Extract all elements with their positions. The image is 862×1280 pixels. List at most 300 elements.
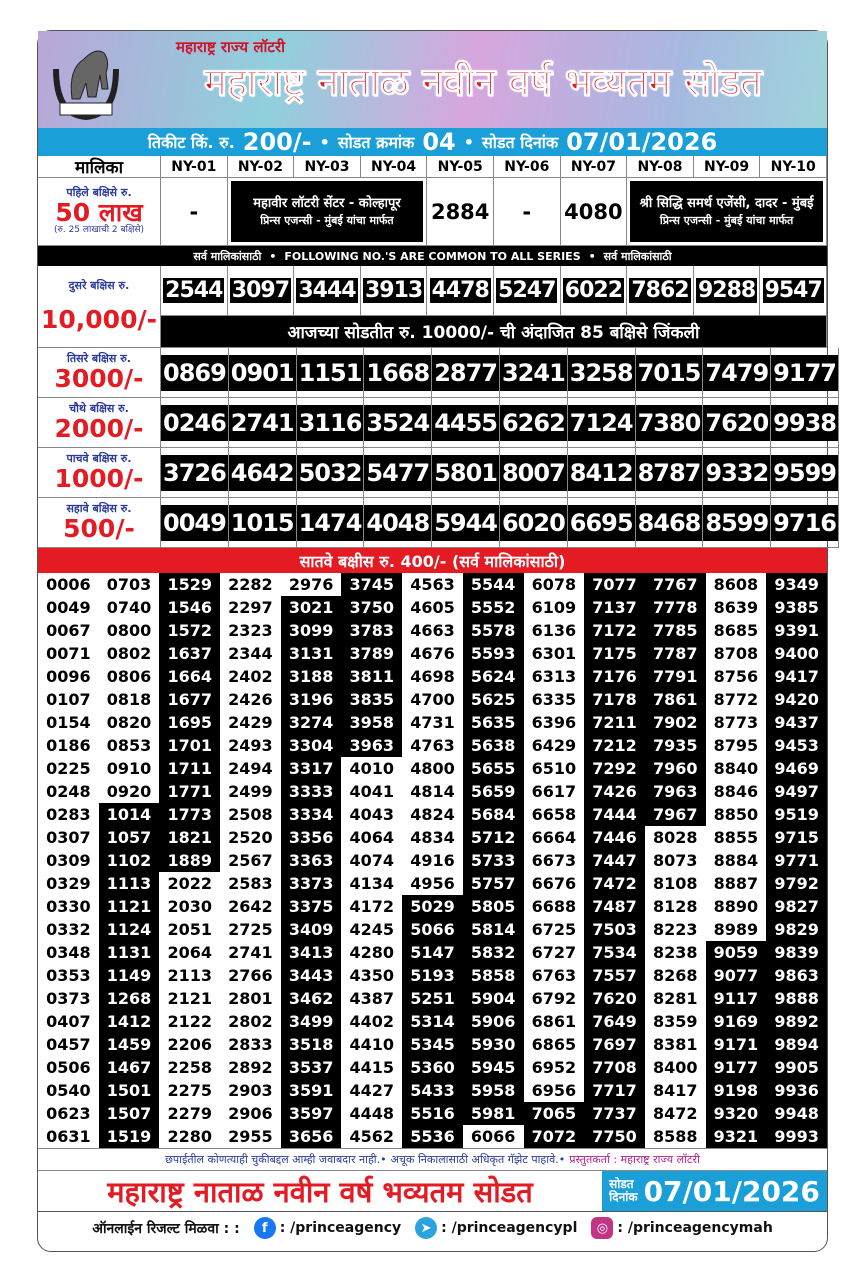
prize-cell [432,348,500,398]
winning-number: 7175 [584,642,645,665]
prize-number: 3524 [364,405,431,441]
facebook-link[interactable] [254,1217,401,1239]
winning-number: 1889 [159,849,220,872]
winning-number: 5635 [463,711,524,734]
prize-amount: 10,000/- [41,304,157,334]
winning-number: 8855 [706,826,767,849]
prize-cell [229,498,297,548]
prize-number: 7015 [636,355,703,391]
prize-number: 4642 [229,455,296,491]
seventh-prize-table [38,573,827,1148]
winning-number: 2022 [159,872,220,895]
prize-number: 8599 [703,505,770,541]
prize-row [38,448,836,498]
winning-number: 5593 [463,642,524,665]
winning-number: 7737 [584,1102,645,1125]
winning-number: 3537 [281,1056,342,1079]
winning-number: 9420 [766,688,827,711]
winning-number: 1821 [159,826,220,849]
table-row [38,1079,827,1102]
prize-number: 3116 [297,405,364,441]
prize-amount: 1000/- [54,463,144,493]
telegram-link[interactable] [415,1217,577,1239]
winning-number: 2725 [220,918,281,941]
series-header: NY-08 [627,156,694,178]
winning-number: 3443 [281,964,342,987]
prize-number: 6262 [500,405,567,441]
winning-number: 6510 [524,757,585,780]
prize-cell [500,448,568,498]
winning-number: 7717 [584,1079,645,1102]
winning-number: 2402 [220,665,281,688]
separator: • [319,132,330,152]
winning-number: 8708 [706,642,767,665]
prize-cell [161,498,229,548]
winning-number: 7778 [645,596,706,619]
prize-cell [161,348,229,398]
winning-number: 2508 [220,803,281,826]
winning-number: 4448 [341,1102,402,1125]
prize-cell [297,448,365,498]
prize-row [38,498,836,548]
winning-number: 7620 [584,987,645,1010]
winning-number: 2892 [220,1056,281,1079]
winning-number: 2051 [159,918,220,941]
facebook-handle: : /princeagency [279,1220,402,1236]
winning-number: 8772 [706,688,767,711]
winning-number: 3334 [281,803,342,826]
winning-number: 0740 [99,596,160,619]
winning-number: 4562 [341,1125,402,1148]
draw-date-label: सोडत दिनांक [481,133,559,152]
second-prize-banner: आजच्या सोडतीत रु. 10000/- ची अंदाजित 85 बक्षिसे जिंकली [161,316,827,348]
winning-number: 1529 [159,573,220,596]
winning-number: 4563 [402,573,463,596]
prize-number: 9288 [697,278,756,303]
table-row [38,918,827,941]
table-row [38,872,827,895]
winning-number: 2499 [220,780,281,803]
winning-number: 1459 [99,1033,160,1056]
disclaimer-text: अचूक निकालासाठी अधिकृत गॅझेट पाहावे.• [390,1153,566,1166]
winning-number: 9792 [766,872,827,895]
winning-number: 1701 [159,734,220,757]
winning-number: 8840 [706,757,767,780]
winning-number: 1014 [99,803,160,826]
winning-number: 9469 [766,757,827,780]
winning-number: 0329 [38,872,99,895]
disclaimer [38,1148,827,1170]
winning-number: 9905 [766,1056,827,1079]
prize-number: 9716 [771,505,838,541]
winning-number: 6688 [524,895,585,918]
winning-number: 4956 [402,872,463,895]
winning-number: 7791 [645,665,706,688]
winning-number: 2642 [220,895,281,918]
winning-number: 6956 [524,1079,585,1102]
winning-number: 4824 [402,803,463,826]
prize-number: 9938 [771,405,838,441]
winning-number: 6429 [524,734,585,757]
facebook-icon: f [254,1217,276,1239]
prize-cell [703,448,771,498]
prize-cell [297,498,365,548]
winning-number: 5578 [463,619,524,642]
winning-number: 7065 [524,1102,585,1125]
winning-number: 6861 [524,1010,585,1033]
prize-cell [771,498,839,548]
prize-cell [432,448,500,498]
winning-number: 7444 [584,803,645,826]
prize-note: (रु. 25 लाखाची 2 बक्षिसे) [53,225,145,236]
winning-number: 5805 [463,895,524,918]
prize-number: 8007 [500,455,567,491]
winning-number: 8108 [645,872,706,895]
series-label: मालिका [38,156,161,178]
winning-number: 5251 [402,987,463,1010]
prize-label: दुसरे बक्षिस रु. [68,278,130,292]
prize-cell [427,266,494,316]
winning-number: 5904 [463,987,524,1010]
winning-number: 4834 [402,826,463,849]
winning-number: 4041 [341,780,402,803]
prize-number: 2544 [165,278,223,303]
prize-number: 0049 [161,505,228,541]
first-prize-ny07: 4080 [561,178,628,246]
winning-number: 5536 [402,1125,463,1148]
winning-number: 9198 [706,1079,767,1102]
winning-number: 2906 [220,1102,281,1125]
prize-cell [364,348,432,398]
prize-cell [636,498,704,548]
winning-number: 0283 [38,803,99,826]
winning-number: 9894 [766,1033,827,1056]
winning-number: 2258 [159,1056,220,1079]
winning-number: 9519 [766,803,827,826]
winning-number: 0623 [38,1102,99,1125]
winning-number: 7178 [584,688,645,711]
footer-title: महाराष्ट्र नाताळ नवीन वर्ष भव्यतम सोडत [107,1174,533,1209]
first-prize-agent-1 [228,178,428,246]
winning-number: 7072 [524,1125,585,1148]
winning-number: 6658 [524,803,585,826]
table-row [38,688,827,711]
first-prize-ny06: - [494,178,561,246]
first-prize-ny05: 2884 [427,178,494,246]
winning-number: 1546 [159,596,220,619]
table-row [38,665,827,688]
winning-number: 3188 [281,665,342,688]
winning-number: 8417 [645,1079,706,1102]
date-label: दिनांक [609,1190,638,1204]
header-subtitle: महाराष्ट्र राज्य लॉटरी [176,38,285,56]
prize-cell [432,398,500,448]
prize-cell [568,448,636,498]
winning-number: 1121 [99,895,160,918]
series-header: NY-03 [294,156,361,178]
prize-label: पहिले बक्षिसे रु. [66,185,132,199]
winning-number: 3518 [281,1033,342,1056]
winning-number: 3591 [281,1079,342,1102]
winning-number: 8639 [706,596,767,619]
series-header: NY-06 [494,156,561,178]
winning-number: 4043 [341,803,402,826]
prize-number: 6020 [500,505,567,541]
series-header: NY-07 [561,156,628,178]
prize-label-cell [38,448,161,498]
winning-number: 6727 [524,941,585,964]
separator: • [463,132,474,152]
winning-number: 6725 [524,918,585,941]
winning-number: 9936 [766,1079,827,1102]
instagram-link[interactable] [591,1217,772,1239]
winning-number: 7212 [584,734,645,757]
winning-number: 9391 [766,619,827,642]
series-header: NY-04 [361,156,428,178]
winning-number: 6078 [524,573,585,596]
winning-number: 5193 [402,964,463,987]
winning-number: 7902 [645,711,706,734]
prize-amount: 3000/- [54,363,144,393]
winning-number: 8756 [706,665,767,688]
prize-cell [364,448,432,498]
winning-number: 6865 [524,1033,585,1056]
winning-number: 9437 [766,711,827,734]
separator: • [269,249,277,263]
prize-cell [771,348,839,398]
winning-number: 2113 [159,964,220,987]
seventh-prize-title: सातवे बक्षीस रु. 400/- (सर्व मालिकांसाठी) [38,548,827,573]
table-row [38,734,827,757]
prize-cell [361,266,428,316]
winning-number: 2801 [220,987,281,1010]
draw-number: 04 [422,128,456,156]
draw-number-label: सोडत क्रमांक [337,133,415,152]
prize-cell [161,448,229,498]
table-row [38,1125,827,1148]
prize-label: पाचवे बक्षिस रु. [66,451,132,465]
table-row [38,1102,827,1125]
winning-number: 0631 [38,1125,99,1148]
winning-number: 3811 [341,665,402,688]
prize-row [38,398,836,448]
table-row [38,596,827,619]
prize-number: 0246 [161,405,228,441]
table-row [38,1056,827,1079]
instagram-handle: : /princeagencymah [617,1220,773,1236]
footer-date: 07/01/2026 [643,1174,820,1208]
winning-number: 8887 [706,872,767,895]
table-row [38,849,827,872]
winning-number: 1412 [99,1010,160,1033]
winning-number: 1467 [99,1056,160,1079]
winning-number: 6066 [463,1125,524,1148]
winning-number: 8028 [645,826,706,849]
winning-number: 3963 [341,734,402,757]
prize-label-cell [38,348,161,398]
winning-number: 6673 [524,849,585,872]
winning-number: 9863 [766,964,827,987]
prize-number: 2741 [229,405,296,441]
prize-cell [568,348,636,398]
winning-number: 6763 [524,964,585,987]
winning-number: 8268 [645,964,706,987]
prize-number: 1151 [297,355,364,391]
prize-cell [500,348,568,398]
winning-number: 0071 [38,642,99,665]
winning-number: 3196 [281,688,342,711]
lottery-result-sheet [37,30,836,1252]
winning-number: 9453 [766,734,827,757]
winning-number: 3783 [341,619,402,642]
winning-number: 1131 [99,941,160,964]
winning-number: 0248 [38,780,99,803]
winning-number: 1149 [99,964,160,987]
winning-number: 8890 [706,895,767,918]
table-row [38,757,827,780]
prize-cell [228,266,295,316]
winning-number: 7446 [584,826,645,849]
prize-number: 7620 [703,405,770,441]
winning-number: 4280 [341,941,402,964]
winning-number: 8223 [645,918,706,941]
prize-number: 2877 [432,355,499,391]
winning-number: 1501 [99,1079,160,1102]
winning-number: 7708 [584,1056,645,1079]
first-prize-ny01: - [161,178,228,246]
prize-cell [432,498,500,548]
winning-number: 5360 [402,1056,463,1079]
winning-number: 6301 [524,642,585,665]
winning-number: 0373 [38,987,99,1010]
series-header: NY-09 [694,156,761,178]
winning-number: 8381 [645,1033,706,1056]
winning-number: 8359 [645,1010,706,1033]
agent-via: प्रिन्स एजन्सी - मुंबई यांचा मार्फत [659,214,794,227]
winning-number: 5958 [463,1079,524,1102]
prize-number: 3241 [500,355,567,391]
winning-number: 4064 [341,826,402,849]
winning-number: 4676 [402,642,463,665]
prize-number: 5477 [364,455,431,491]
prize-cell [561,266,628,316]
state-emblem-elephant-logo [50,39,122,121]
prize-amount: 50 लाख [55,197,143,227]
prize-cell [771,398,839,448]
prize-amount: 2000/- [54,413,144,443]
prize-cell [636,398,704,448]
winning-number: 2206 [159,1033,220,1056]
prize-number: 3726 [161,455,228,491]
prize-number: 5247 [498,278,556,303]
social-links [38,1212,827,1244]
winning-number: 0457 [38,1033,99,1056]
draw-date: 07/01/2026 [566,128,718,156]
winning-number: 7767 [645,573,706,596]
winning-number: 4814 [402,780,463,803]
winning-number: 1057 [99,826,160,849]
prize-number: 0869 [161,355,228,391]
winning-number: 7785 [645,619,706,642]
winning-number: 1695 [159,711,220,734]
common-left: सर्व मालिकांसाठी [193,249,262,263]
winning-number: 1507 [99,1102,160,1125]
prize-number: 7124 [568,405,635,441]
series-header: NY-02 [228,156,295,178]
winning-number: 9059 [706,941,767,964]
winning-number: 2122 [159,1010,220,1033]
winning-number: 3413 [281,941,342,964]
winning-number: 2583 [220,872,281,895]
winning-number: 1572 [159,619,220,642]
common-right: सर्व मालिकांसाठी [603,249,672,263]
winning-number: 1773 [159,803,220,826]
prize-number: 8412 [568,455,635,491]
winning-number: 9829 [766,918,827,941]
prize-cell [568,498,636,548]
winning-number: 4763 [402,734,463,757]
agent-name: श्री सिद्धि समर्थ एजेंसी, दादर - मुंबई [639,195,814,211]
winning-number: 7137 [584,596,645,619]
table-row [38,803,827,826]
winning-number: 4410 [341,1033,402,1056]
winning-number: 6109 [524,596,585,619]
prize-number: 7380 [636,405,703,441]
table-row [38,1033,827,1056]
prize-number: 3913 [364,278,423,303]
winning-number: 5625 [463,688,524,711]
prize-cell [694,266,761,316]
winning-number: 2030 [159,895,220,918]
prize-number: 1474 [297,505,364,541]
winning-number: 7750 [584,1125,645,1148]
prize-cell [636,448,704,498]
first-prize-agent-2 [627,178,827,246]
prize-label: सहावे बक्षिस रु. [66,501,132,515]
winning-number: 9993 [766,1125,827,1148]
winning-number: 2567 [220,849,281,872]
winning-number: 6664 [524,826,585,849]
series-header: NY-10 [760,156,827,178]
prize-number: 5801 [432,455,499,491]
winning-number: 9888 [766,987,827,1010]
winning-number: 8773 [706,711,767,734]
winning-number: 2344 [220,642,281,665]
prize-cell [760,266,827,316]
winning-number: 0800 [99,619,160,642]
winning-number: 8238 [645,941,706,964]
winning-number: 5757 [463,872,524,895]
winning-number: 3835 [341,688,402,711]
prize-number: 1668 [364,355,431,391]
winning-number: 9171 [706,1033,767,1056]
winning-number: 0186 [38,734,99,757]
winning-number: 2802 [220,1010,281,1033]
series-header: NY-05 [427,156,494,178]
winning-number: 3745 [341,573,402,596]
winning-number: 8128 [645,895,706,918]
winning-number: 7697 [584,1033,645,1056]
series-header: NY-01 [161,156,228,178]
prize-row [38,348,836,398]
winning-number: 4350 [341,964,402,987]
prize-number: 3097 [231,278,289,303]
winning-number: 8846 [706,780,767,803]
table-row [38,780,827,803]
prize-label: तिसरे बक्षिस रु. [67,351,131,365]
common-middle: FOLLOWING NO.'S ARE COMMON TO ALL SERIES [284,249,581,263]
prize-number: 3444 [298,278,356,303]
